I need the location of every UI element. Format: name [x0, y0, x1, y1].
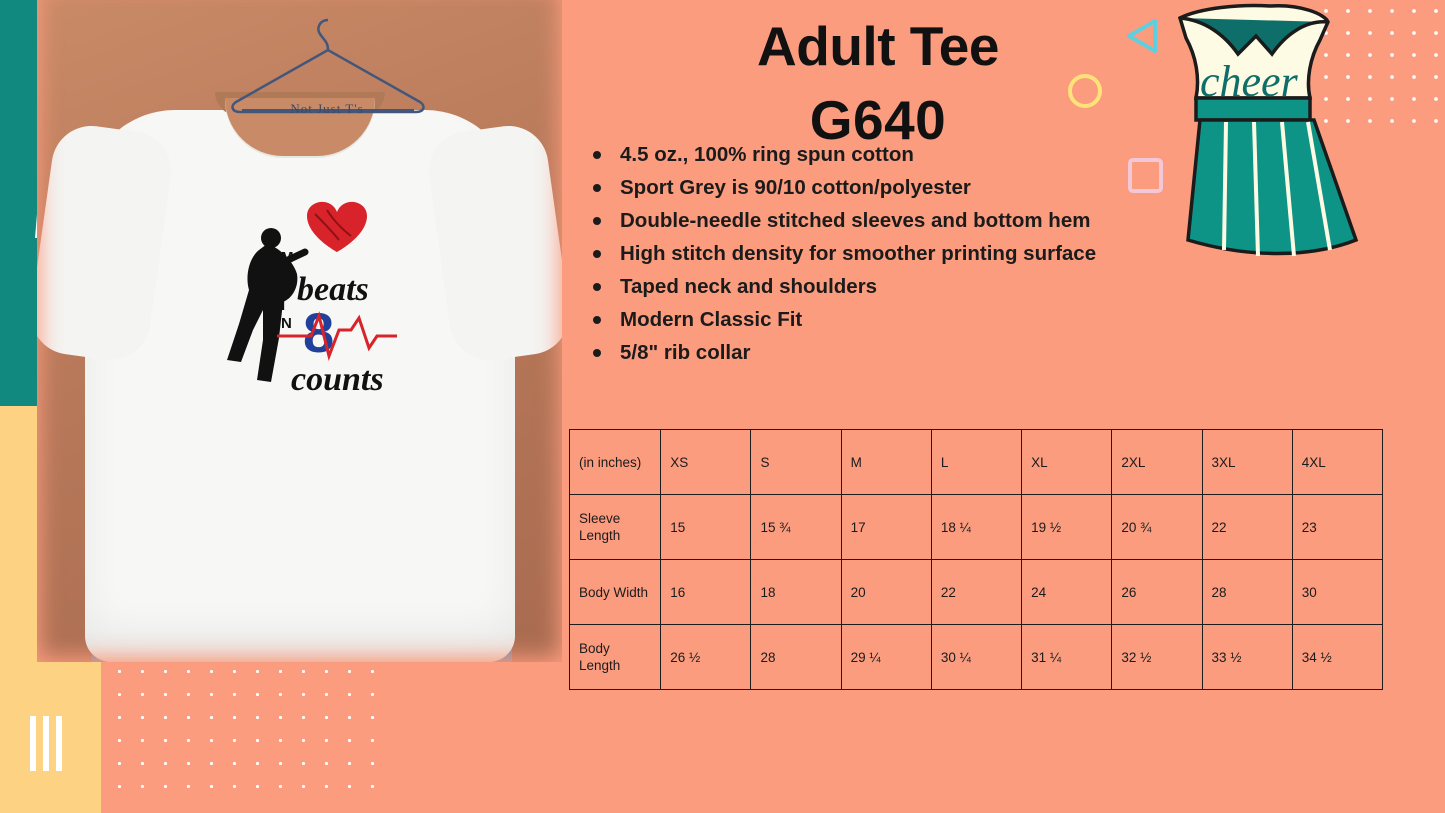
table-cell: 17	[841, 495, 931, 560]
row-label: Sleeve Length	[570, 495, 661, 560]
table-cell: 33 ½	[1202, 625, 1292, 690]
table-cell: 20 ¾	[1112, 495, 1202, 560]
table-cell: 26	[1112, 560, 1202, 625]
list-item: Modern Classic Fit	[593, 303, 1293, 336]
dot-pattern-bottom-left	[108, 660, 388, 805]
svg-text:I: I	[281, 297, 286, 314]
table-cell: 20	[841, 560, 931, 625]
svg-text:N: N	[281, 315, 292, 332]
list-item: Double-needle stitched sleeves and bottom hem	[593, 204, 1293, 237]
table-cell: 30	[1292, 560, 1382, 625]
row-label: Body Length	[570, 625, 661, 690]
table-cell: 22	[931, 560, 1021, 625]
svg-text:cheer: cheer	[1200, 57, 1298, 106]
table-cell: 28	[1202, 560, 1292, 625]
list-item: 5/8" rib collar	[593, 336, 1293, 369]
hanger-brand-text: Not Just T's	[290, 101, 364, 116]
table-cell: 16	[661, 560, 751, 625]
column-header: (in inches)	[570, 430, 661, 495]
list-item: Sport Grey is 90/10 cotton/polyester	[593, 171, 1293, 204]
column-header: XL	[1022, 430, 1112, 495]
list-item: 4.5 oz., 100% ring spun cotton	[593, 138, 1293, 171]
table-cell: 15 ¾	[751, 495, 841, 560]
table-header-row	[570, 430, 1383, 495]
feature-list	[565, 138, 1293, 369]
row-label: Body Width	[570, 560, 661, 625]
table-cell: 32 ½	[1112, 625, 1202, 690]
svg-text:M: M	[281, 249, 294, 266]
svg-text:beats: beats	[297, 271, 369, 308]
table-cell: 31 ¼	[1022, 625, 1112, 690]
column-header: 2XL	[1112, 430, 1202, 495]
table-cell: 24	[1022, 560, 1112, 625]
table-cell: 18	[751, 560, 841, 625]
three-bars-icon	[30, 716, 70, 771]
svg-text:Y: Y	[281, 267, 292, 284]
table-cell: 15	[661, 495, 751, 560]
table-cell: 26 ½	[661, 625, 751, 690]
table-cell: 18 ¼	[931, 495, 1021, 560]
table-cell: 34 ½	[1292, 625, 1382, 690]
list-item: Taped neck and shoulders	[593, 270, 1293, 303]
column-header: XS	[661, 430, 751, 495]
table-row	[570, 625, 1383, 690]
tshirt-graphic	[219, 190, 419, 410]
column-header: L	[931, 430, 1021, 495]
page-subtitle: G640	[809, 89, 947, 151]
page-title: Adult Tee	[757, 15, 999, 77]
column-header: 3XL	[1202, 430, 1292, 495]
table-cell: 19 ½	[1022, 495, 1112, 560]
table-cell: 28	[751, 625, 841, 690]
table-cell: 22	[1202, 495, 1292, 560]
list-item: High stitch density for smoother printing surface	[593, 237, 1293, 270]
table-row	[570, 495, 1383, 560]
table-row	[570, 560, 1383, 625]
size-chart-table	[569, 429, 1383, 690]
table-cell: 30 ¼	[931, 625, 1021, 690]
column-header: 4XL	[1292, 430, 1382, 495]
svg-text:8: 8	[303, 301, 335, 364]
table-cell: 29 ¼	[841, 625, 931, 690]
table-cell: 23	[1292, 495, 1382, 560]
column-header: S	[751, 430, 841, 495]
svg-text:counts: counts	[291, 361, 384, 398]
column-header: M	[841, 430, 931, 495]
